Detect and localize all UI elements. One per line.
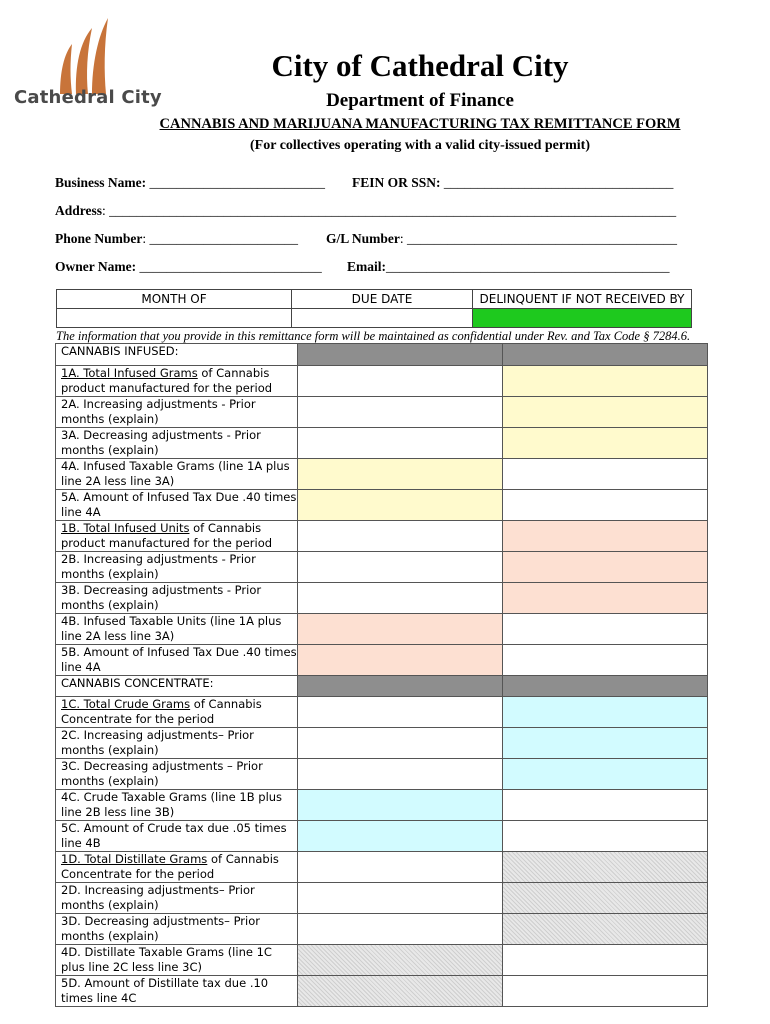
row-3b-label: 3B. Decreasing adjustments - Prior months (explain) (56, 583, 298, 614)
row-1b-input-2[interactable] (503, 521, 708, 552)
row-5d-input[interactable] (298, 976, 503, 1007)
row-1c-input[interactable] (298, 697, 503, 728)
table-row (56, 490, 708, 521)
table-row (56, 728, 708, 759)
row-3d-label: 3D. Decreasing adjustments– Prior months (explain) (56, 914, 298, 945)
remittance-table (55, 343, 708, 1007)
business-name-field[interactable]: Business Name: __________________________ (55, 175, 326, 190)
row-2c-input[interactable] (298, 728, 503, 759)
fein-field[interactable]: FEIN OR SSN: __________________________________ (352, 175, 674, 190)
row-4a-label: 4A. Infused Taxable Grams (line 1A plus line 2A less line 3A) (56, 459, 298, 490)
row-5c-input-2[interactable] (503, 821, 708, 852)
row-3b-input-2[interactable] (503, 583, 708, 614)
table-row (56, 821, 708, 852)
table-row (56, 976, 708, 1007)
phone-label: Phone Number (55, 231, 143, 246)
row-4d-input[interactable] (298, 945, 503, 976)
delinquent-header: DELINQUENT IF NOT RECEIVED BY (473, 290, 692, 309)
section-concentrate: CANNABIS CONCENTRATE: (56, 676, 298, 697)
row-5b-label: 5B. Amount of Infused Tax Due .40 times line 4A (56, 645, 298, 676)
due-date-header: DUE DATE (292, 290, 473, 309)
table-row (56, 914, 708, 945)
row-1b-input[interactable] (298, 521, 503, 552)
row-2a-label: 2A. Increasing adjustments - Prior months (explain) (56, 397, 298, 428)
row-5d-input-2[interactable] (503, 976, 708, 1007)
page-title: City of Cathedral City (271, 48, 569, 83)
row-3c-label: 3C. Decreasing adjustments – Prior months (explain) (56, 759, 298, 790)
row-2d-input[interactable] (298, 883, 503, 914)
period-table (56, 289, 692, 328)
row-1a-input[interactable] (298, 366, 503, 397)
delinquent-date-cell[interactable] (473, 309, 692, 328)
row-2b-input[interactable] (298, 552, 503, 583)
month-of-input[interactable] (57, 309, 292, 328)
address-field[interactable]: Address: ____________________________________________________________________________________ (55, 203, 677, 218)
owner-name-field[interactable]: Owner Name: ___________________________ (55, 259, 322, 274)
table-row (56, 883, 708, 914)
row-2d-input-2[interactable] (503, 883, 708, 914)
row-4c-input-2[interactable] (503, 790, 708, 821)
table-row (56, 945, 708, 976)
owner-label: Owner Name: (55, 259, 137, 274)
row-4c-input[interactable] (298, 790, 503, 821)
form-subtitle: (For collectives operating with a valid city-issued permit) (250, 138, 590, 153)
form-title: CANNABIS AND MARIJUANA MANUFACTURING TAX REMITTANCE FORM (159, 116, 681, 132)
row-2b-label: 2B. Increasing adjustments - Prior months (explain) (56, 552, 298, 583)
table-row (56, 459, 708, 490)
row-5c-input[interactable] (298, 821, 503, 852)
row-1c-label: 1C. Total Crude Grams of Cannabis Concentrate for the period (56, 697, 298, 728)
table-row (56, 344, 708, 366)
row-2c-label: 2C. Increasing adjustments– Prior months (explain) (56, 728, 298, 759)
row-5d-label: 5D. Amount of Distillate tax due .10 times line 4C (56, 976, 298, 1007)
row-4d-input-2[interactable] (503, 945, 708, 976)
row-3d-input[interactable] (298, 914, 503, 945)
row-2b-input-2[interactable] (503, 552, 708, 583)
department-name: Department of Finance (326, 90, 514, 111)
month-of-header: MONTH OF (57, 290, 292, 309)
gl-number-field[interactable]: G/L Number: ________________________________________ (326, 231, 678, 246)
row-3a-label: 3A. Decreasing adjustments - Prior months (explain) (56, 428, 298, 459)
table-row (56, 676, 708, 697)
address-label: Address (55, 203, 103, 218)
row-3a-input[interactable] (298, 428, 503, 459)
row-5a-input[interactable] (298, 490, 503, 521)
email-field[interactable]: Email:__________________________________________ (347, 259, 670, 274)
row-1c-input-2[interactable] (503, 697, 708, 728)
cell-gray (503, 344, 708, 366)
row-5c-label: 5C. Amount of Crude tax due .05 times line 4B (56, 821, 298, 852)
row-3a-input-2[interactable] (503, 428, 708, 459)
phone-field[interactable]: Phone Number: ______________________ (55, 231, 299, 246)
row-1b-label: 1B. Total Infused Units of Cannabis product manufactured for the period (56, 521, 298, 552)
row-1d-label: 1D. Total Distillate Grams of Cannabis Concentrate for the period (56, 852, 298, 883)
table-row (56, 552, 708, 583)
row-2d-label: 2D. Increasing adjustments– Prior months (explain) (56, 883, 298, 914)
row-1d-input[interactable] (298, 852, 503, 883)
cell-gray (298, 344, 503, 366)
row-3c-input-2[interactable] (503, 759, 708, 790)
gl-label: G/L Number (326, 231, 400, 246)
row-3c-input[interactable] (298, 759, 503, 790)
section-infused: CANNABIS INFUSED: (56, 344, 298, 366)
table-row (56, 790, 708, 821)
row-5a-input-2[interactable] (503, 490, 708, 521)
table-row (56, 521, 708, 552)
cell-gray (298, 676, 503, 697)
row-4a-input[interactable] (298, 459, 503, 490)
due-date-input[interactable] (292, 309, 473, 328)
confidential-notice: The information that you provide in this remittance form will be maintained as confidential under Rev. and Tax Code § 7284.6. (56, 329, 691, 343)
table-row (56, 852, 708, 883)
table-row (56, 645, 708, 676)
business-name-label: Business Name: (55, 175, 147, 190)
row-1a-label: 1A. Total Infused Grams of Cannabis product manufactured for the period (56, 366, 298, 397)
row-5a-label: 5A. Amount of Infused Tax Due .40 times line 4A (56, 490, 298, 521)
row-4a-input-2[interactable] (503, 459, 708, 490)
row-4b-input-2[interactable] (503, 614, 708, 645)
row-4b-input[interactable] (298, 614, 503, 645)
fein-label: FEIN OR SSN: (352, 175, 441, 190)
email-label: Email: (347, 259, 386, 274)
table-row (56, 583, 708, 614)
row-3d-input-2[interactable] (503, 914, 708, 945)
table-row (56, 697, 708, 728)
row-4b-label: 4B. Infused Taxable Units (line 1A plus line 2A less line 3A) (56, 614, 298, 645)
table-row (56, 614, 708, 645)
table-row (56, 397, 708, 428)
row-3b-input[interactable] (298, 583, 503, 614)
row-1d-input-2[interactable] (503, 852, 708, 883)
table-row (56, 428, 708, 459)
row-5b-input[interactable] (298, 645, 503, 676)
row-5b-input-2[interactable] (503, 645, 708, 676)
row-4d-label: 4D. Distillate Taxable Grams (line 1C plus line 2C less line 3C) (56, 945, 298, 976)
row-1a-input-2[interactable] (503, 366, 708, 397)
row-2a-input-2[interactable] (503, 397, 708, 428)
row-2c-input-2[interactable] (503, 728, 708, 759)
cell-gray (503, 676, 708, 697)
row-2a-input[interactable] (298, 397, 503, 428)
logo-text: Cathedral City (14, 87, 162, 108)
table-row (56, 759, 708, 790)
row-4c-label: 4C. Crude Taxable Grams (line 1B plus line 2B less line 3B) (56, 790, 298, 821)
table-row (56, 366, 708, 397)
